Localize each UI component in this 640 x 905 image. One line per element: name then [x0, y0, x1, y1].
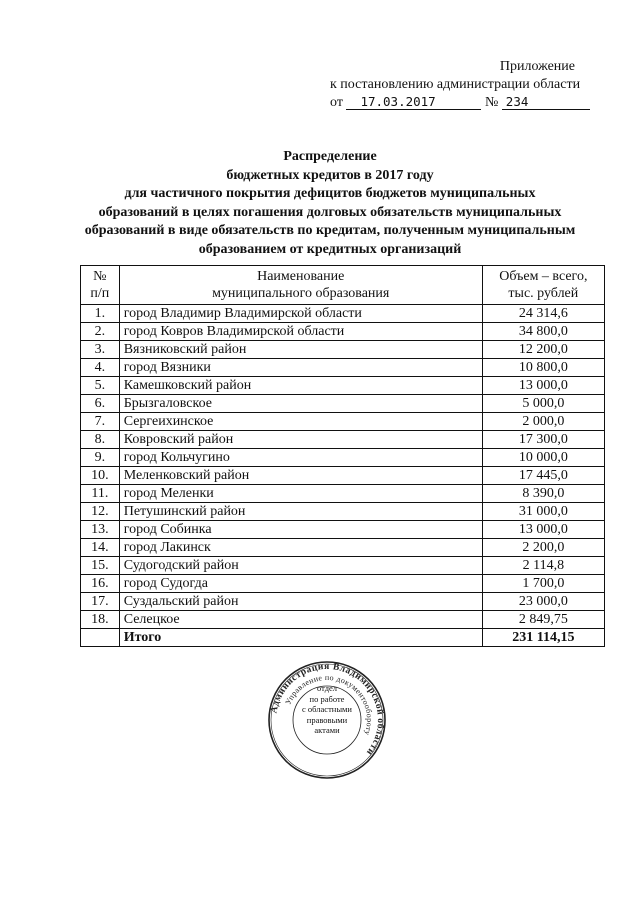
title-line: образованием от кредитных организаций [198, 241, 462, 257]
row-number: 6. [81, 395, 120, 413]
row-name: Селецкое [119, 611, 482, 629]
stamp-center-line: с областными [302, 704, 352, 714]
row-name: Меленковский район [119, 467, 482, 485]
title-line: бюджетных кредитов в 2017 году [226, 167, 434, 183]
row-name: Ковровский район [119, 431, 482, 449]
title-line: Распределение [283, 149, 377, 164]
row-value: 17 300,0 [482, 431, 604, 449]
date-prefix: от [330, 95, 343, 110]
stamp-center-line: по работе [309, 693, 345, 704]
row-number: 17. [81, 593, 120, 611]
row-value: 10 800,0 [482, 359, 604, 377]
row-value: 17 445,0 [482, 467, 604, 485]
table-header-row [81, 266, 605, 305]
row-name: город Меленки [119, 485, 482, 503]
row-name: город Судогда [119, 575, 482, 593]
number-prefix: № [484, 95, 499, 110]
row-name: город Вязники [119, 359, 482, 377]
date-number-line [330, 94, 620, 112]
stamp-center-text [287, 683, 367, 736]
col-header-value-line1: Объем – всего, [499, 269, 588, 284]
row-name: город Ковров Владимирской области [119, 323, 482, 341]
table-row [81, 377, 605, 395]
table-row [81, 611, 605, 629]
row-number: 5. [81, 377, 120, 395]
row-number: 10. [81, 467, 120, 485]
table-row [81, 521, 605, 539]
row-number: 11. [81, 485, 120, 503]
row-value: 24 314,6 [482, 305, 604, 323]
total-row [81, 629, 605, 647]
table-row [81, 305, 605, 323]
table-row [81, 593, 605, 611]
row-number: 14. [81, 539, 120, 557]
row-name: Петушинский район [119, 503, 482, 521]
stamp-center-line: актами [314, 725, 340, 735]
col-header-value-line2: тыс. рублей [508, 286, 579, 301]
table-row [81, 557, 605, 575]
row-value: 8 390,0 [482, 485, 604, 503]
row-number: 1. [81, 305, 120, 323]
col-header-value [482, 266, 604, 305]
col-header-number-line2: п/п [90, 286, 110, 301]
table-row [81, 413, 605, 431]
row-name: Судогодский район [119, 557, 482, 575]
resolution-reference: к постановлению администрации области [330, 77, 581, 92]
row-value: 31 000,0 [482, 503, 604, 521]
col-header-name-line1: Наименование [257, 269, 345, 284]
row-value: 1 700,0 [482, 575, 604, 593]
row-name: город Кольчугино [119, 449, 482, 467]
col-header-name [119, 266, 482, 305]
table-row [81, 431, 605, 449]
row-value: 13 000,0 [482, 377, 604, 395]
row-number: 2. [81, 323, 120, 341]
table-row [81, 503, 605, 521]
appendix-label: Приложение [499, 59, 575, 74]
resolution-number: 234 [502, 95, 590, 110]
row-value: 2 200,0 [482, 539, 604, 557]
title-line: образований в целях погашения долговых обязательств муниципальных [98, 204, 562, 220]
row-value: 23 000,0 [482, 593, 604, 611]
table-row [81, 449, 605, 467]
title-line: для частичного покрытия дефицитов бюджетов муниципальных [124, 186, 536, 201]
row-number: 13. [81, 521, 120, 539]
table-row [81, 359, 605, 377]
row-name: Суздальский район [119, 593, 482, 611]
row-value: 13 000,0 [482, 521, 604, 539]
row-number: 8. [81, 431, 120, 449]
row-name: Вязниковский район [119, 341, 482, 359]
budget-credits-table [80, 265, 605, 647]
row-number: 9. [81, 449, 120, 467]
title-line: образований в виде обязательств по кредитам, полученным муниципальным [84, 223, 576, 238]
row-name: город Собинка [119, 521, 482, 539]
row-name: город Владимир Владимирской области [119, 305, 482, 323]
row-name: Сергеихинское [119, 413, 482, 431]
row-value: 5 000,0 [482, 395, 604, 413]
col-header-number [81, 266, 120, 305]
stamp-center-line: отдел [316, 683, 338, 693]
total-number-cell [81, 629, 120, 647]
row-number: 4. [81, 359, 120, 377]
row-number: 16. [81, 575, 120, 593]
row-value: 2 114,8 [482, 557, 604, 575]
table-row [81, 395, 605, 413]
row-value: 10 000,0 [482, 449, 604, 467]
table-row [81, 485, 605, 503]
row-value: 34 800,0 [482, 323, 604, 341]
row-number: 7. [81, 413, 120, 431]
row-number: 12. [81, 503, 120, 521]
total-value: 231 114,15 [482, 629, 604, 647]
stamp-ring-text-inner: Управление по документообороту [283, 672, 375, 737]
table-row [81, 341, 605, 359]
table-row [81, 539, 605, 557]
row-name: Камешковский район [119, 377, 482, 395]
col-header-name-line2: муниципального образования [212, 286, 390, 301]
table-row [81, 467, 605, 485]
row-value: 12 200,0 [482, 341, 604, 359]
document-title [60, 148, 600, 259]
stamp-ring-text: Администрация Владимирской области [269, 661, 386, 757]
row-name: город Лакинск [119, 539, 482, 557]
resolution-date: 17.03.2017 [346, 95, 481, 110]
stamp-center-line: правовыми [306, 714, 348, 725]
row-value: 2 849,75 [482, 611, 604, 629]
col-header-number-line1: № [93, 269, 107, 284]
row-number: 3. [81, 341, 120, 359]
row-number: 15. [81, 557, 120, 575]
row-name: Брызгаловское [119, 395, 482, 413]
table-row [81, 323, 605, 341]
row-value: 2 000,0 [482, 413, 604, 431]
table-row [81, 575, 605, 593]
appendix-block [330, 58, 620, 112]
row-number: 18. [81, 611, 120, 629]
total-label: Итого [119, 629, 482, 647]
